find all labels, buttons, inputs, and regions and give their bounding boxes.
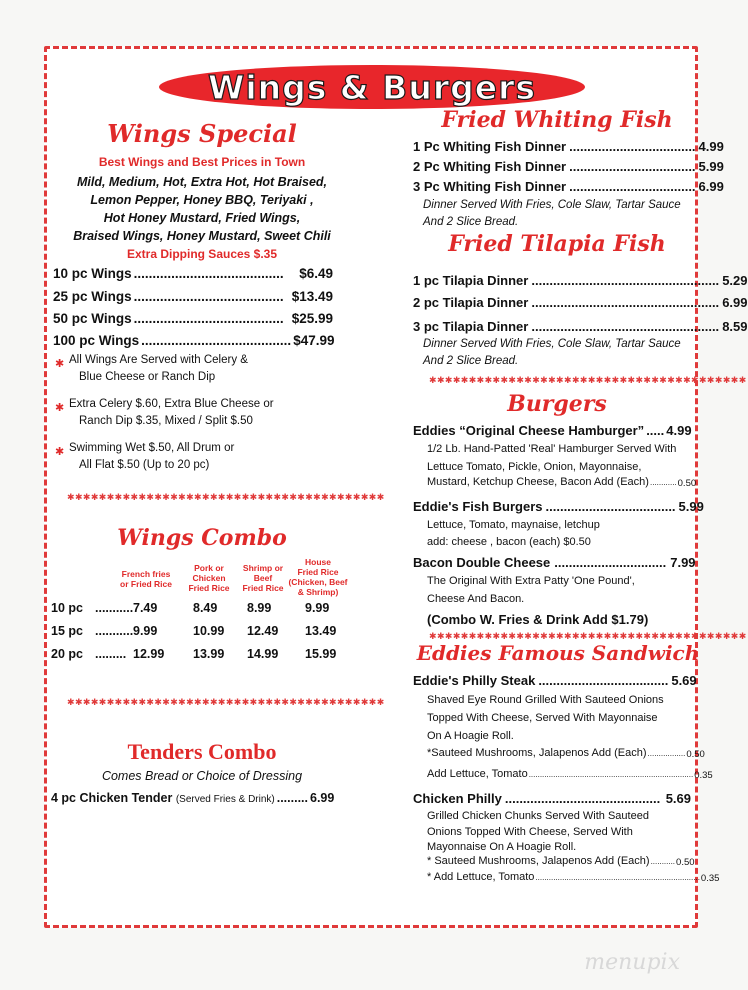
wing-item-50: 50 pc Wings ........................................ $25.99 xyxy=(53,311,333,326)
whiting-item-3: 3 Pc Whiting Fish Dinner ................................... 6.99 xyxy=(413,179,724,194)
sandwich-item-1-desc: Shaved Eye Round Grilled With Sauteed Onions Topped With Cheese, Served With Mayonnaise On A Hoagie Roll. xyxy=(427,694,664,742)
star-divider: ✱✱✱✱✱✱✱✱✱✱✱✱✱✱✱✱✱✱✱✱✱✱✱✱✱✱✱✱✱✱✱✱✱✱✱✱✱✱✱✱ xyxy=(429,631,747,641)
sandwich-item-1-addon-2: Add Lettuce, Tomato .......................................................................... 0.35 xyxy=(427,768,713,781)
sandwich-item-2-addon-2: * Add Lettuce, Tomato .......................................................................... 0.35 xyxy=(427,871,720,884)
sandwich-item-2-addon-1: * Sauteed Mushrooms, Jalapenos Add (Each) ........... 0.50 xyxy=(427,855,695,868)
burger-item-2: Eddie's Fish Burgers .................................... 5.99 xyxy=(413,499,704,514)
menupix-watermark: menupix xyxy=(584,950,680,975)
sandwich-item-2: Chicken Philly ........................................... 5.69 xyxy=(413,791,691,806)
combo-header-house: House Fried Rice (Chicken, Beef & Shrimp) xyxy=(288,557,348,597)
banner-title: Wings & Burgers xyxy=(207,67,537,107)
wings-combo-title: Wings Combo xyxy=(117,525,287,551)
burger-item-2-desc: Lettuce, Tomato, maynaise, letchup add: cheese , bacon (each) $0.50 xyxy=(427,519,600,548)
title-banner xyxy=(159,65,585,109)
wings-flavors: Mild, Medium, Hot, Extra Hot, Hot Braised, Lemon Pepper, Honey BBQ, Teriyaki , Hot Honey Mustard, Fried Wings, Braised Wings, Honey Mustard, Sweet Chili xyxy=(73,175,331,243)
burger-item-3-desc: The Original With Extra Patty 'One Pound', Cheese And Bacon. xyxy=(427,575,635,605)
tenders-title: Tenders Combo xyxy=(127,739,277,764)
tilapia-item-2: 2 pc Tilapia Dinner .................................................... 6.99 xyxy=(413,295,748,310)
asterisk-icon: ✱ xyxy=(55,446,65,458)
extra-sauces: Extra Dipping Sauces $.35 xyxy=(126,247,278,261)
combo-row-20: 20 pc ......... 12.99 13.99 14.99 15.99 xyxy=(51,647,337,661)
tilapia-note: Dinner Served With Fries, Cole Slaw, Tartar Sauce And 2 Slice Bread. xyxy=(423,338,681,367)
whiting-note: Dinner Served With Fries, Cole Slaw, Tartar Sauce And 2 Slice Bread. xyxy=(423,199,681,228)
burger-item-1-addon: Mustard, Ketchup Cheese, Bacon Add (Each) ............ 0.50 xyxy=(427,476,697,489)
sandwich-item-1: Eddie's Philly Steak .................................... 5.69 xyxy=(413,673,697,688)
wings-special-subtitle: Best Wings and Best Prices in Town xyxy=(98,155,306,169)
menu-page xyxy=(44,46,748,928)
wing-item-10: 10 pc Wings ........................................ $6.49 xyxy=(53,266,333,281)
burger-item-1-desc: 1/2 Lb. Hand-Patted 'Real' Hamburger Served With Lettuce Tomato, Pickle, Onion, Mayonnaise, xyxy=(427,443,677,473)
burgers-title: Burgers xyxy=(507,391,607,417)
combo-header-pork: Pork or Chicken Fried Rice xyxy=(188,563,230,593)
wing-note-3: Swimming Wet $.50, All Drum or All Flat $.50 (Up to 20 pc) xyxy=(69,442,235,471)
tenders-subtitle: Comes Bread or Choice of Dressing xyxy=(101,769,303,783)
wing-item-100: 100 pc Wings ........................................ $47.99 xyxy=(53,333,335,348)
tenders-item: 4 pc Chicken Tender (Served Fries & Drink) ......... 6.99 xyxy=(51,791,335,805)
whiting-item-2: 2 Pc Whiting Fish Dinner ................................... 5.99 xyxy=(413,159,724,174)
sandwich-item-1-addon-1: *Sauteed Mushrooms, Jalapenos Add (Each) ................. 0.50 xyxy=(427,747,705,760)
tilapia-item-1: 1 pc Tilapia Dinner .................................................... 5.29 xyxy=(413,273,748,288)
wing-note-2: Extra Celery $.60, Extra Blue Cheese or Ranch Dip $.35, Mixed / Split $.50 xyxy=(69,398,274,427)
burger-item-1: Eddies “Original Cheese Hamburger” ..... 4.99 xyxy=(413,423,692,438)
asterisk-icon: ✱ xyxy=(55,358,65,370)
tilapia-item-3: 3 pc Tilapia Dinner .................................................... 8.59 xyxy=(413,319,748,334)
wing-item-25: 25 pc Wings ........................................ $13.49 xyxy=(53,289,333,304)
star-divider: ✱✱✱✱✱✱✱✱✱✱✱✱✱✱✱✱✱✱✱✱✱✱✱✱✱✱✱✱✱✱✱✱✱✱✱✱✱✱✱✱ xyxy=(67,492,385,502)
combo-row-15: 15 pc ........... 9.99 10.99 12.49 13.49 xyxy=(51,624,337,638)
star-divider: ✱✱✱✱✱✱✱✱✱✱✱✱✱✱✱✱✱✱✱✱✱✱✱✱✱✱✱✱✱✱✱✱✱✱✱✱✱✱✱✱ xyxy=(429,375,747,385)
combo-row-10: 10 pc ........... 7.49 8.49 8.99 9.99 xyxy=(51,601,330,615)
wings-special-title: Wings Special xyxy=(107,119,297,148)
whiting-title: Fried Whiting Fish xyxy=(441,107,673,133)
tilapia-title: Fried Tilapia Fish xyxy=(448,231,666,257)
sandwich-item-2-desc: Grilled Chicken Chunks Served With Sauteed Onions Topped With Cheese, Served With Mayonnaise On A Hoagie Roll. xyxy=(427,810,649,853)
combo-header-fries: French fries or Fried Rice xyxy=(120,569,172,589)
sandwich-title: Eddies Famous Sandwich xyxy=(416,641,700,665)
whiting-item-1: 1 Pc Whiting Fish Dinner ................................... 4.99 xyxy=(413,139,724,154)
burger-item-3: Bacon Double Cheese ............................... 7.99 xyxy=(413,555,696,570)
combo-header-shrimp: Shrimp or Beef Fried Rice xyxy=(242,563,284,593)
wing-note-1: All Wings Are Served with Celery & Blue Cheese or Ranch Dip xyxy=(69,354,248,383)
asterisk-icon: ✱ xyxy=(55,402,65,414)
burger-combo: (Combo W. Fries & Drink Add $1.79) xyxy=(427,612,649,627)
star-divider: ✱✱✱✱✱✱✱✱✱✱✱✱✱✱✱✱✱✱✱✱✱✱✱✱✱✱✱✱✱✱✱✱✱✱✱✱✱✱✱✱ xyxy=(67,697,385,707)
